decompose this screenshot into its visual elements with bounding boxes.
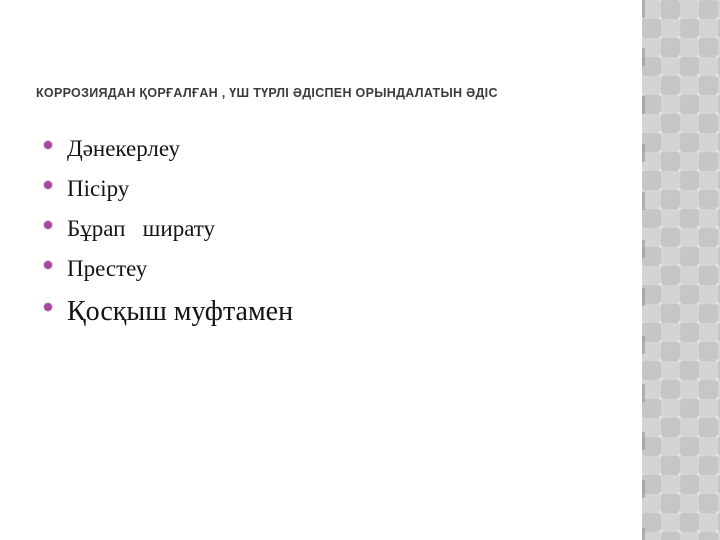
- bullet-dot-icon: [44, 141, 52, 149]
- bullet-text: Пісіру: [67, 176, 130, 201]
- strip-edge-dashes: [642, 0, 645, 540]
- argyle-strip-decoration: [642, 0, 720, 540]
- bullet-text: Престеу: [67, 256, 148, 281]
- bullet-text: Бұрап ширату: [67, 216, 216, 241]
- bullet-dot-icon: [44, 221, 52, 229]
- bullet-list: [36, 129, 596, 335]
- list-item: [36, 209, 596, 249]
- bullet-text: Қосқыш муфтамен: [67, 296, 294, 327]
- list-item: [36, 169, 596, 209]
- list-item: [36, 289, 596, 335]
- bullet-dot-icon: [44, 181, 52, 189]
- list-item: [36, 249, 596, 289]
- bullet-text: Дәнекерлеу: [67, 136, 181, 161]
- bullet-dot-icon: [44, 303, 52, 311]
- slide-title: КОРРОЗИЯДАН ҚОРҒАЛҒАН , ҮШ ТҮРЛІ ӘДІСПЕН ОРЫНДАЛАТЫН ӘДІС: [36, 86, 498, 100]
- list-item: [36, 129, 596, 169]
- bullet-dot-icon: [44, 261, 52, 269]
